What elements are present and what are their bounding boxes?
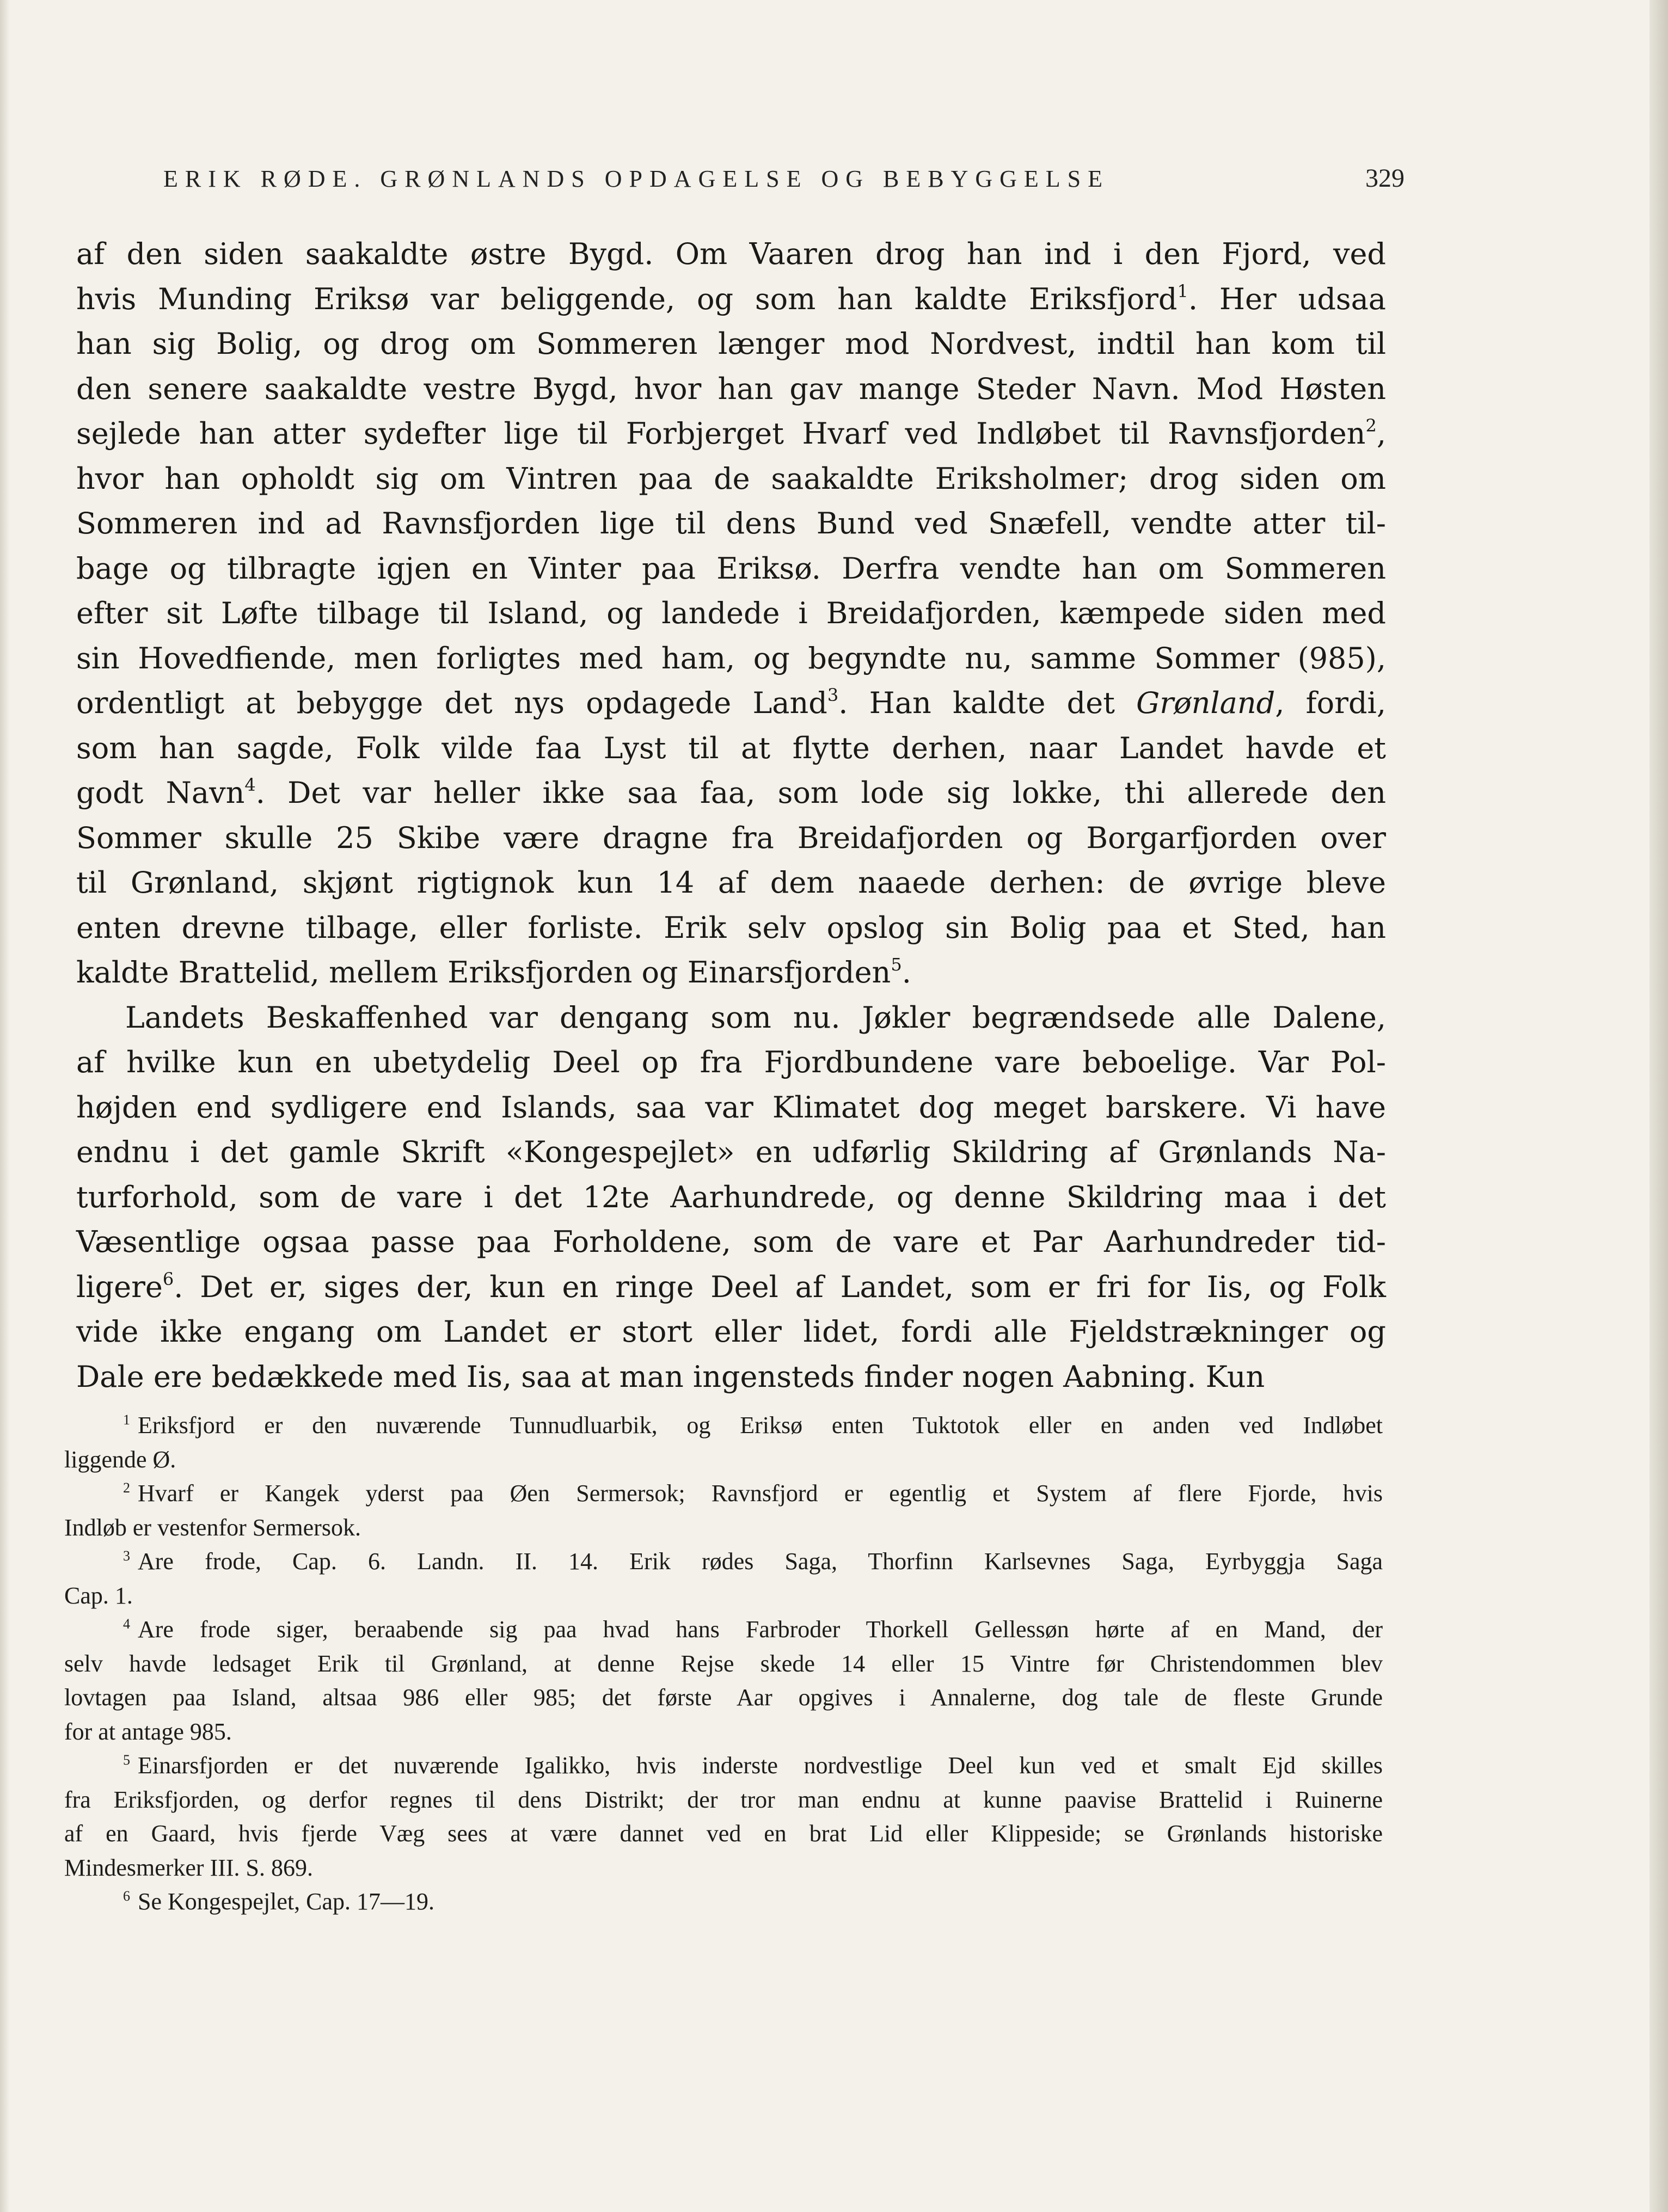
line-text: enten drevne tilbage, eller forliste. Erik selv opslog sin Bolig paa et Sted, han (76, 910, 1386, 945)
line-text: endnu i det gamle Skrift «Kongespejlet» en udførlig Skildring af Grønlands Na- (76, 1135, 1386, 1169)
footnote-number: 5 (123, 1752, 130, 1768)
line-text: hvor han opholdt sig om Vintren paa de saakaldte Eriksholmer; drog siden om (76, 461, 1386, 496)
line-text: bage og tilbragte igjen en Vinter paa Eriksø. Derfra vendte han om Sommeren (76, 551, 1386, 586)
line-text: af den siden saakaldte østre Bygd. Om Vaaren drog han ind i den Fjord, ved (76, 237, 1386, 271)
footnote-reference: 4 (244, 775, 256, 795)
text-line (76, 950, 1386, 996)
text-line (76, 1085, 1386, 1130)
text-line (76, 906, 1386, 951)
footnote-text: Indløb er vestenfor Sermersok. (64, 1514, 361, 1541)
text-line (76, 411, 1386, 457)
running-head: ERIK RØDE. GRØNLANDS OPDAGELSE OG BEBYGGELSE (163, 165, 1109, 192)
text-line (76, 1130, 1386, 1175)
line-text: af hvilke kun en ubetydelig Deel op fra Fjordbundene vare beboelige. Var Pol- (76, 1045, 1386, 1079)
text-line (76, 322, 1386, 367)
scan-edge-right (1649, 0, 1668, 2212)
text-line (76, 636, 1386, 681)
footnote-text: fra Eriksfjorden, og derfor regnes til dens Distrikt; der tror man endnu at kunne paavise Brattelid i Ruinerne (64, 1786, 1383, 1813)
line-text: turforhold, som de vare i det 12te Aarhundrede, og denne Skildring maa i det (76, 1179, 1386, 1214)
text-line (76, 546, 1386, 592)
footnotes (64, 1409, 1383, 1919)
line-text: Landets Beskaffenhed var dengang som nu. Jøkler begrændsede alle Dalene, (125, 1000, 1386, 1035)
footnote-number: 3 (123, 1548, 130, 1564)
line-text: sin Hovedfiende, men forligtes med ham, og begyndte nu, samme Sommer (985), (76, 641, 1386, 675)
line-text: ligere (76, 1269, 163, 1304)
text-line (76, 726, 1386, 771)
page-header (163, 163, 1405, 193)
footnote-text: Are frode, Cap. 6. Landn. II. 14. Erik rødes Saga, Thorfinn Karlsevnes Saga, Eyrbyggja Saga (138, 1548, 1383, 1575)
footnote-line (64, 1409, 1383, 1443)
line-text: hvis Munding Eriksø var beliggende, og som han kaldte Eriksfjord (76, 281, 1178, 316)
footnote-line (64, 1613, 1383, 1647)
text-line (76, 1175, 1386, 1220)
line-text: godt Navn (76, 776, 245, 810)
line-text: efter sit Løfte tilbage til Island, og landede i Breidafjorden, kæmpede siden med (76, 596, 1386, 630)
text-line (76, 996, 1386, 1041)
footnote-line (64, 1817, 1383, 1851)
line-text: Sommeren ind ad Ravnsfjorden lige til dens Bund ved Snæfell, vendte atter til- (76, 506, 1386, 540)
text-line (76, 232, 1386, 277)
text-line (76, 277, 1386, 322)
footnote-number: 1 (123, 1412, 130, 1428)
text-line (76, 1040, 1386, 1085)
line-text-continued: , (1376, 416, 1386, 451)
text-line (76, 861, 1386, 906)
line-text: han sig Bolig, og drog om Sommeren længer mod Nordvest, indtil han kom til (76, 327, 1386, 361)
page-number: 329 (1365, 164, 1405, 193)
footnote-text: liggende Ø. (64, 1446, 176, 1473)
line-text: sejlede han atter sydefter lige til Forbjerget Hvarf ved Indløbet til Ravnsfjorden (76, 416, 1366, 451)
footnote-text: lovtagen paa Island, altsaa 986 eller 985; det første Aar opgives i Annalerne, dog tale de fleste Grunde (64, 1684, 1383, 1711)
italic-term: Grønland (1136, 686, 1275, 720)
footnote-line (64, 1579, 1383, 1613)
text-line (76, 457, 1386, 502)
footnote-number: 6 (123, 1888, 130, 1904)
footnote-reference: 3 (827, 685, 839, 705)
line-text: den senere saakaldte vestre Bygd, hvor han gav mange Steder Navn. Mod Høsten (76, 371, 1386, 406)
text-line (76, 367, 1386, 412)
text-line (76, 1265, 1386, 1310)
text-line (76, 771, 1386, 816)
footnote-text: Hvarf er Kangek yderst paa Øen Sermersok; Ravnsfjord er egentlig et System af flere Fjorde, hvis (138, 1480, 1383, 1507)
footnote-reference: 1 (1177, 280, 1188, 302)
footnote-text: Se Kongespejlet, Cap. 17—19. (138, 1888, 435, 1915)
line-text-continued: , fordi, (1275, 686, 1386, 720)
paragraph-2 (76, 996, 1386, 1400)
line-text: kaldte Brattelid, mellem Eriksfjorden og Einarsfjorden (76, 955, 891, 990)
line-text: til Grønland, skjønt rigtignok kun 14 af dem naaede derhen: de øvrige bleve (76, 865, 1386, 900)
footnote-reference: 6 (162, 1268, 174, 1289)
footnote-text: selv havde ledsaget Erik til Grønland, at denne Rejse skede 14 eller 15 Vintre før Christendommen blev (64, 1650, 1383, 1677)
footnote-number: 4 (123, 1616, 130, 1632)
line-text: Dale ere bedækkede med Iis, saa at man ingensteds finder nogen Aabning. Kun (76, 1359, 1265, 1394)
line-text-continued: . Det er, siges der, kun en ringe Deel af Landet, som er fri for Iis, og Folk (174, 1269, 1386, 1304)
line-text: som han sagde, Folk vilde faa Lyst til at flytte derhen, naar Landet havde et (76, 730, 1386, 765)
line-text-continued: . Det var heller ikke saa faa, som lode sig lokke, thi allerede den (255, 776, 1386, 810)
footnote-line (64, 1885, 1383, 1919)
body-text (76, 232, 1386, 1399)
footnote-line (64, 1715, 1383, 1749)
text-line (76, 501, 1386, 546)
line-text: vide ikke engang om Landet er stort eller lidet, fordi alle Fjeldstrækninger og (76, 1314, 1386, 1349)
footnote-text: Eriksfjord er den nuværende Tunnudluarbik, og Eriksø enten Tuktotok eller en anden ved Indløbet (138, 1412, 1383, 1439)
text-line (76, 816, 1386, 861)
line-text-continued: . Her udsaa (1188, 281, 1386, 316)
scan-edge-left (0, 0, 10, 2212)
footnote-line (64, 1545, 1383, 1579)
footnote-text: Mindesmerker III. S. 869. (64, 1854, 314, 1881)
footnote-line (64, 1511, 1383, 1545)
footnote-text: Einarsfjorden er det nuværende Igalikko, hvis inderste nordvestlige Deel kun ved et smalt Ejd skilles (138, 1752, 1383, 1779)
footnote-line (64, 1443, 1383, 1477)
footnote-text: for at antage 985. (64, 1718, 232, 1745)
line-text: Sommer skulle 25 Skibe være dragne fra Breidafjorden og Borgarfjorden over (76, 820, 1386, 855)
paragraph-1 (76, 232, 1386, 996)
text-line (76, 1220, 1386, 1265)
line-text-continued: . (902, 955, 911, 990)
footnote-line (64, 1477, 1383, 1511)
line-text-continued: . Han kaldte det (838, 686, 1137, 720)
line-text: ordentligt at bebygge det nys opdagede Land (76, 686, 827, 720)
footnote-line (64, 1851, 1383, 1885)
text-line (76, 1310, 1386, 1355)
line-text: Væsentlige ogsaa passe paa Forholdene, som de vare et Par Aarhundreder tid- (76, 1225, 1386, 1259)
footnote-line (64, 1681, 1383, 1715)
footnote-reference: 5 (891, 954, 902, 975)
footnote-line (64, 1749, 1383, 1783)
footnote-line (64, 1783, 1383, 1817)
text-line (76, 681, 1386, 726)
text-line (76, 591, 1386, 636)
footnote-number: 2 (123, 1480, 130, 1496)
footnote-text: af en Gaard, hvis fjerde Væg sees at være dannet ved en brat Lid eller Klippeside; se Grønlands historiske (64, 1820, 1383, 1847)
footnote-text: Are frode siger, beraabende sig paa hvad hans Farbroder Thorkell Gellessøn hørte af en Mand, der (138, 1616, 1383, 1643)
footnote-text: Cap. 1. (64, 1582, 133, 1609)
line-text: højden end sydligere end Islands, saa var Klimatet dog meget barskere. Vi have (76, 1090, 1386, 1125)
footnote-reference: 2 (1365, 415, 1377, 436)
footnote-line (64, 1647, 1383, 1681)
text-line (76, 1355, 1386, 1400)
